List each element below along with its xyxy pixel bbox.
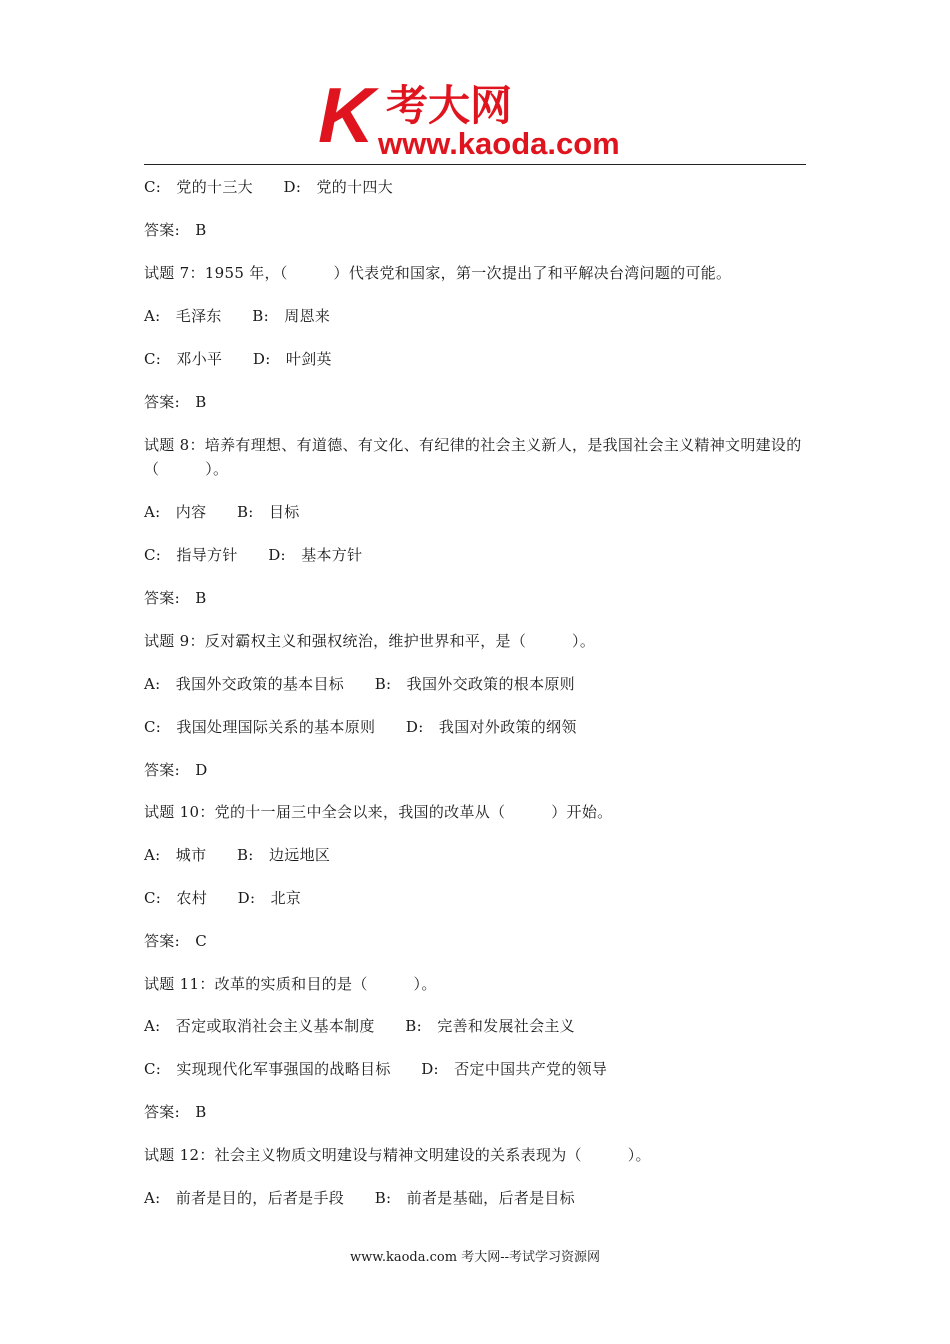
answer: 答案: B bbox=[144, 1103, 207, 1121]
header-divider bbox=[144, 164, 806, 165]
options-cd: C: 党的十三大 D: 党的十四大 bbox=[144, 178, 394, 196]
options-cd: C: 农村 D: 北京 bbox=[144, 889, 302, 907]
options-cd: C: 我国处理国际关系的基本原则 D: 我国对外政策的纲领 bbox=[144, 718, 577, 736]
options-ab: A: 我国外交政策的基本目标 B: 我国外交政策的根本原则 bbox=[144, 675, 575, 693]
options-cd: C: 指导方针 D: 基本方针 bbox=[144, 546, 363, 564]
answer: 答案: C bbox=[144, 932, 208, 950]
options-cd: C: 邓小平 D: 叶剑英 bbox=[144, 350, 332, 368]
answer: 答案: B bbox=[144, 393, 207, 411]
answer: 答案: B bbox=[144, 221, 207, 239]
answer: 答案: D bbox=[144, 761, 208, 779]
question-9: 试题 9：反对霸权主义和强权统治，维护世界和平，是（ ）。 bbox=[144, 632, 596, 650]
logo-k-letter: K bbox=[318, 78, 375, 159]
page-footer: www.kaoda.com 考大网--考试学习资源网 bbox=[350, 1250, 600, 1265]
options-cd: C: 实现现代化军事强国的战略目标 D: 否定中国共产党的领导 bbox=[144, 1060, 608, 1078]
question-8: 试题 8：培养有理想、有道德、有文化、有纪律的社会主义新人，是我国社会主义精神文明建设的（ ）。 bbox=[144, 436, 802, 478]
logo-url: www.kaoda.com bbox=[378, 126, 620, 160]
question-12: 试题 12：社会主义物质文明建设与精神文明建设的关系表现为（ ）。 bbox=[144, 1146, 651, 1164]
question-7: 试题 7：1955 年，（ ）代表党和国家，第一次提出了和平解决台湾问题的可能。 bbox=[144, 264, 732, 282]
question-11: 试题 11：改革的实质和目的是（ ）。 bbox=[144, 975, 437, 993]
question-10: 试题 10：党的十一届三中全会以来，我国的改革从（ ）开始。 bbox=[144, 803, 613, 821]
logo-chinese-name: 考大网 bbox=[386, 81, 513, 130]
options-ab: A: 城市 B: 边远地区 bbox=[144, 846, 331, 864]
kaoda-logo bbox=[318, 78, 638, 160]
options-ab: A: 否定或取消社会主义基本制度 B: 完善和发展社会主义 bbox=[144, 1017, 575, 1035]
options-ab: A: 前者是目的，后者是手段 B: 前者是基础，后者是目标 bbox=[144, 1189, 575, 1207]
options-ab: A: 内容 B: 目标 bbox=[144, 503, 300, 521]
options-ab: A: 毛泽东 B: 周恩来 bbox=[144, 307, 331, 325]
answer: 答案: B bbox=[144, 589, 207, 607]
